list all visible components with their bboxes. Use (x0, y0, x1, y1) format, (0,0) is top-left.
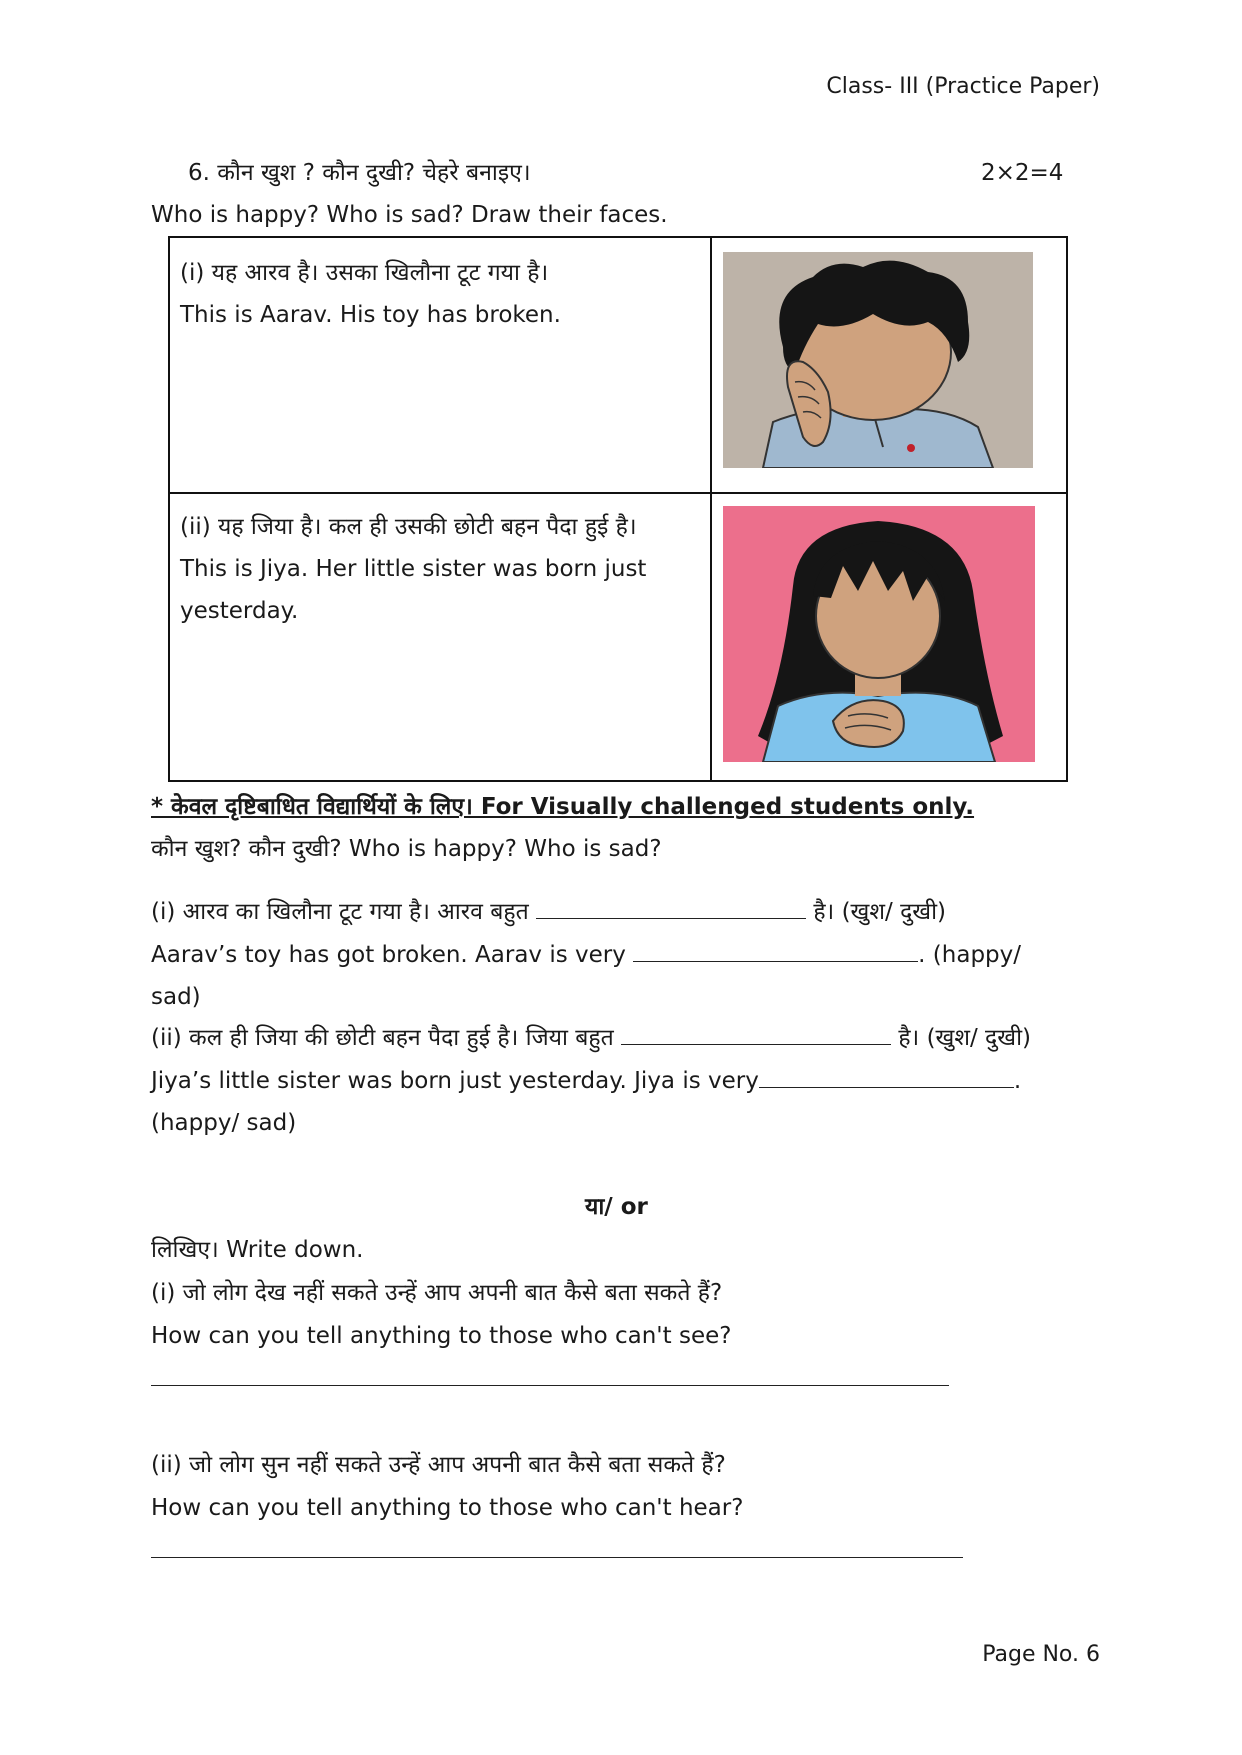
write-q1-english: How can you tell anything to those who can't see? (151, 1323, 732, 1349)
answer-line-1[interactable] (151, 1385, 949, 1386)
answer-blank[interactable] (621, 1016, 891, 1045)
or-separator: या/ or (585, 1194, 648, 1220)
write-q1-hindi: (i) जो लोग देख नहीं सकते उन्हें आप अपनी बात कैसे बता सकते हैं? (151, 1280, 723, 1306)
write-q2-hindi: (ii) जो लोग सुन नहीं सकते उन्हें आप अपनी बात कैसे बता सकते हैं? (151, 1452, 726, 1478)
table-row-jiya-text (180, 506, 700, 632)
faces-table (168, 236, 1068, 782)
visually-challenged-subheading: कौन खुश? कौन दुखी? Who is happy? Who is sad? (151, 836, 662, 862)
page-number: Page No. 6 (982, 1642, 1100, 1667)
answer-line-2[interactable] (151, 1557, 963, 1558)
fill-blank-jiya (151, 1016, 1071, 1144)
question-marks: 2×2=4 (981, 160, 1064, 186)
fill-blank-aarav-hindi-prompt: (i) आरव का खिलौना टूट गया है। आरव बहुत (151, 899, 529, 925)
fill-blank-aarav-hindi (151, 890, 1071, 933)
faceless-boy-illustration (723, 252, 1033, 468)
fill-blank-jiya-hindi (151, 1016, 1071, 1059)
fill-blank-aarav-english (151, 933, 1071, 1018)
table-divider-vertical (710, 238, 712, 780)
write-down-heading: लिखिए। Write down. (151, 1237, 364, 1263)
fill-blank-aarav-english-options: . (happy/ sad) (151, 942, 1021, 1010)
fill-blank-aarav (151, 890, 1071, 1018)
fill-blank-jiya-hindi-options: है। (खुश/ दुखी) (898, 1025, 1032, 1051)
question-title-hindi: 6. कौन खुश ? कौन दुखी? चेहरे बनाइए। (188, 160, 531, 186)
fill-blank-aarav-hindi-options: है। (खुश/ दुखी) (813, 899, 947, 925)
jiya-hindi: (ii) यह जिया है। कल ही उसकी छोटी बहन पैदा हुई है। (180, 514, 637, 540)
answer-blank[interactable] (759, 1059, 1014, 1088)
answer-blank[interactable] (633, 933, 918, 962)
jiya-english: This is Jiya. Her little sister was born just yesterday. (180, 556, 647, 624)
fill-blank-jiya-english-options: . (happy/ sad) (151, 1068, 1022, 1136)
fill-blank-jiya-english (151, 1059, 1071, 1144)
write-q2-english: How can you tell anything to those who can't hear? (151, 1495, 744, 1521)
question-title-english: Who is happy? Who is sad? Draw their faces. (151, 202, 668, 228)
aarav-english: This is Aarav. His toy has broken. (180, 302, 561, 328)
answer-blank[interactable] (536, 890, 806, 919)
class-label: Class- III (Practice Paper) (826, 74, 1100, 99)
aarav-hindi: (i) यह आरव है। उसका खिलौना टूट गया है। (180, 260, 549, 286)
faceless-girl-illustration (723, 506, 1035, 762)
fill-blank-jiya-hindi-prompt: (ii) कल ही जिया की छोटी बहन पैदा हुई है। जिया बहुत (151, 1025, 614, 1051)
table-row-aarav-text (180, 252, 700, 336)
visually-challenged-heading: * केवल दृष्टिबाधित विद्यार्थियों के लिए। For Visually challenged students only. (151, 794, 975, 820)
fill-blank-jiya-english-prompt: Jiya’s little sister was born just yesterday. Jiya is very (151, 1068, 759, 1094)
table-divider-horizontal (170, 492, 1066, 494)
fill-blank-aarav-english-prompt: Aarav’s toy has got broken. Aarav is very (151, 942, 626, 968)
